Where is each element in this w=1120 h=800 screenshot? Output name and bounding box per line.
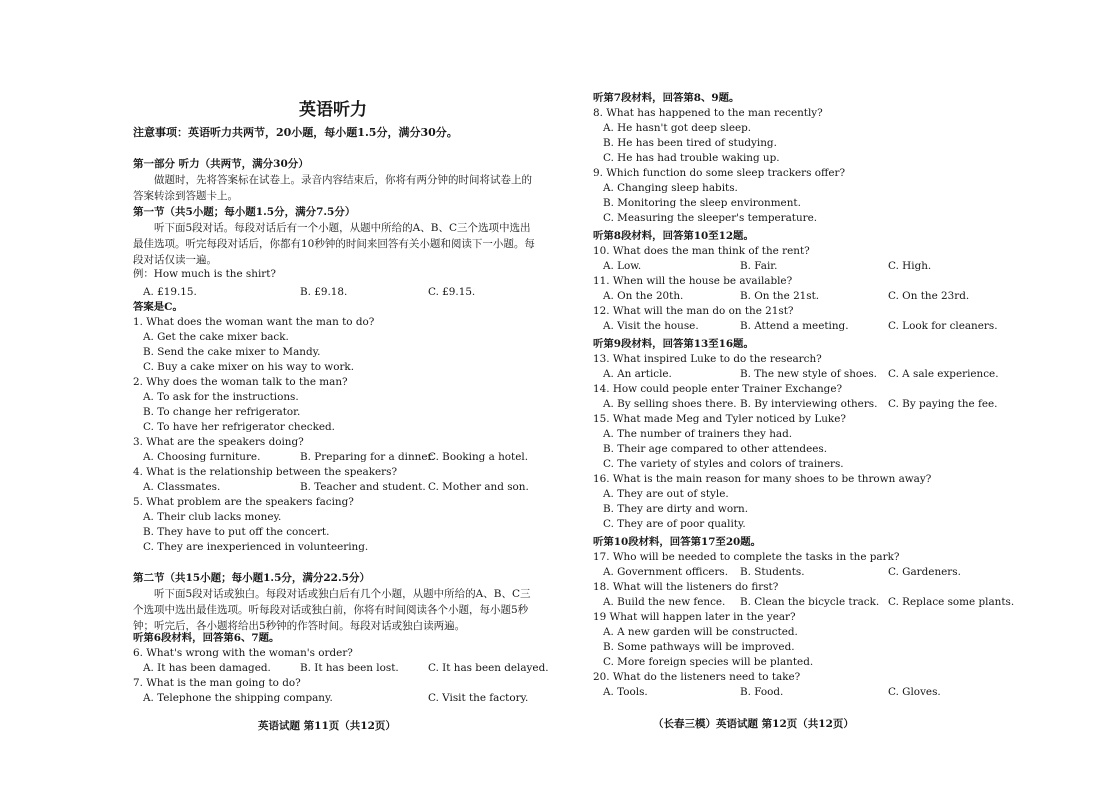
example-option-b: B. £9.18. (300, 286, 348, 298)
question-3: 3. What are the speakers doing? (133, 436, 304, 448)
q15-option-c: C. The variety of styles and colors of trainers. (603, 458, 844, 470)
section2-heading: 第二节（共15小题；每小题1.5分，满分22.5分） (133, 572, 370, 584)
material-7-heading: 听第7段材料，回答第8、9题。 (593, 92, 740, 104)
q7-option-a: A. Telephone the shipping company. (143, 692, 333, 704)
question-18: 18. What will the listeners do first? (593, 581, 779, 593)
q20-option-a: A. Tools. (603, 686, 648, 698)
part1-heading: 第一部分 听力（共两节，满分30分） (133, 158, 309, 170)
q16-option-b: B. They are dirty and worn. (603, 503, 749, 515)
q1-option-a: A. Get the cake mixer back. (143, 331, 289, 343)
question-14: 14. How could people enter Trainer Exchange? (593, 383, 843, 395)
q4-option-c: C. Mother and son. (428, 481, 529, 493)
material-8-heading: 听第8段材料，回答第10至12题。 (593, 230, 754, 242)
q11-option-c: C. On the 23rd. (888, 290, 970, 302)
q4-options (133, 480, 543, 495)
q10-option-a: A. Low. (603, 260, 642, 272)
q13-option-b: B. The new style of shoes. (740, 368, 877, 380)
q8-option-a: A. He hasn't got deep sleep. (603, 122, 752, 134)
q5-option-b: B. They have to put off the concert. (143, 526, 330, 538)
q11-options (593, 289, 1013, 304)
q14-options (593, 397, 1013, 412)
q15-option-a: A. The number of trainers they had. (603, 428, 793, 440)
q14-option-c: C. By paying the fee. (888, 398, 998, 410)
q7-option-c: C. Visit the factory. (428, 692, 529, 704)
q10-option-c: C. High. (888, 260, 932, 272)
q20-option-c: C. Gloves. (888, 686, 941, 698)
question-15: 15. What made Meg and Tyler noticed by Luke? (593, 413, 846, 425)
example-option-a: A. £19.15. (143, 286, 197, 298)
q20-options (593, 685, 1013, 700)
part1-block (133, 156, 538, 268)
q18-option-b: B. Clean the bicycle track. (740, 596, 880, 608)
section1-questions (133, 267, 543, 555)
q3-options (133, 450, 543, 465)
q12-option-a: A. Visit the house. (603, 320, 699, 332)
example-option-c: C. £9.15. (428, 286, 476, 298)
q12-option-c: C. Look for cleaners. (888, 320, 998, 332)
q19-option-b: B. Some pathways will be improved. (603, 641, 795, 653)
q4-option-b: B. Teacher and student. (300, 481, 426, 493)
q3-option-c: C. Booking a hotel. (428, 451, 528, 463)
q9-option-c: C. Measuring the sleeper's temperature. (603, 212, 818, 224)
material-9-heading: 听第9段材料，回答第13至16题。 (593, 338, 754, 350)
q11-option-a: A. On the 20th. (603, 290, 684, 302)
question-1: 1. What does the woman want the man to do? (133, 316, 375, 328)
q7-options (133, 691, 543, 706)
section1-heading: 第一节（共5小题；每小题1.5分，满分7.5分） (133, 206, 356, 218)
question-7: 7. What is the man going to do? (133, 677, 301, 689)
q9-option-a: A. Changing sleep habits. (603, 182, 738, 194)
q6-option-b: B. It has been lost. (300, 662, 399, 674)
q12-options (593, 319, 1013, 334)
question-10: 10. What does the man think of the rent? (593, 245, 810, 257)
q4-option-a: A. Classmates. (143, 481, 221, 493)
q20-option-b: B. Food. (740, 686, 784, 698)
q16-option-a: A. They are out of style. (603, 488, 729, 500)
q18-option-a: A. Build the new fence. (603, 596, 726, 608)
question-13: 13. What inspired Luke to do the research? (593, 353, 822, 365)
q6-option-c: C. It has been delayed. (428, 662, 549, 674)
section2-questions-left (133, 631, 549, 706)
material-6-heading: 听第6段材料，回答第6、7题。 (133, 632, 280, 644)
q2-option-c: C. To have her refrigerator checked. (143, 421, 335, 433)
q5-option-a: A. Their club lacks money. (143, 511, 282, 523)
q2-option-a: A. To ask for the instructions. (143, 391, 299, 403)
section2-block (133, 570, 538, 634)
q13-option-a: A. An article. (603, 368, 672, 380)
question-17: 17. Who will be needed to complete the tasks in the park? (593, 551, 900, 563)
q15-option-b: B. Their age compared to other attendees. (603, 443, 827, 455)
q1-option-c: C. Buy a cake mixer on his way to work. (143, 361, 355, 373)
right-questions (593, 91, 1013, 700)
question-16: 16. What is the main reason for many shoes to be thrown away? (593, 473, 932, 485)
question-19: 19 What will happen later in the year? (593, 611, 796, 623)
q6-option-a: A. It has been damaged. (143, 662, 271, 674)
q10-options (593, 259, 1013, 274)
q8-option-b: B. He has been tired of studying. (603, 137, 777, 149)
q19-option-c: C. More foreign species will be planted. (603, 656, 814, 668)
q18-option-c: C. Replace some plants. (888, 596, 1015, 608)
q17-options (593, 565, 1013, 580)
material-10-heading: 听第10段材料，回答第17至20题。 (593, 536, 762, 548)
page-footer-11: 英语试题 第11页（共12页） (258, 720, 396, 732)
q9-option-b: B. Monitoring the sleep environment. (603, 197, 801, 209)
q12-option-b: B. Attend a meeting. (740, 320, 849, 332)
example-answer: 答案是C。 (133, 301, 183, 313)
q17-option-c: C. Gardeners. (888, 566, 961, 578)
section1-instructions: 听下面5段对话。每段对话后有一个小题，从题中所给的A、B、C三个选项中选出最佳选项。听完每段对话后，你都有10秒钟的时间来回答有关小题和阅读下一小题。每段对话仅读一遍。 (133, 222, 535, 266)
q1-option-b: B. Send the cake mixer to Mandy. (143, 346, 321, 358)
q11-option-b: B. On the 21st. (740, 290, 820, 302)
q16-option-c: C. They are of poor quality. (603, 518, 746, 530)
question-12: 12. What will the man do on the 21st? (593, 305, 794, 317)
q14-option-a: A. By selling shoes there. (603, 398, 737, 410)
q17-option-b: B. Students. (740, 566, 805, 578)
q3-option-a: A. Choosing furniture. (143, 451, 261, 463)
section2-instructions: 听下面5段对话或独白。每段对话或独白后有几个小题，从题中所给的A、B、C三个选项中选出最佳选项。听每段对话或独白前，你将有时间阅读各个小题，每小题5秒钟；听完后，各小题将给出5秒钟的作答时间。每段对话或独白读两遍。 (133, 588, 531, 632)
question-4: 4. What is the relationship between the speakers? (133, 466, 398, 478)
question-20: 20. What do the listeners need to take? (593, 671, 801, 683)
q13-options (593, 367, 1013, 382)
page-title: 英语听力 (299, 100, 367, 120)
example-options (133, 285, 543, 300)
q10-option-b: B. Fair. (740, 260, 778, 272)
q3-option-b: B. Preparing for a dinner. (300, 451, 435, 463)
q17-option-a: A. Government officers. (603, 566, 729, 578)
q8-option-c: C. He has had trouble waking up. (603, 152, 780, 164)
question-9: 9. Which function do some sleep trackers offer? (593, 167, 846, 179)
q14-option-b: B. By interviewing others. (740, 398, 878, 410)
example-question: 例：How much is the shirt? (133, 268, 276, 280)
part1-instructions: 做题时，先将答案标在试卷上。录音内容结束后，你将有两分钟的时间将试卷上的答案转涂到答题卡上。 (133, 174, 532, 202)
q18-options (593, 595, 1013, 610)
page-footer-12: （长春三模）英语试题 第12页（共12页） (653, 718, 854, 730)
q6-options (133, 661, 549, 676)
exam-note: 注意事项：英语听力共两节，20小题，每小题1.5分，满分30分。 (133, 126, 458, 139)
question-2: 2. Why does the woman talk to the man? (133, 376, 348, 388)
question-11: 11. When will the house be available? (593, 275, 793, 287)
question-8: 8. What has happened to the man recently? (593, 107, 823, 119)
question-6: 6. What's wrong with the woman's order? (133, 647, 353, 659)
q13-option-c: C. A sale experience. (888, 368, 999, 380)
q2-option-b: B. To change her refrigerator. (143, 406, 301, 418)
question-5: 5. What problem are the speakers facing? (133, 496, 354, 508)
page-12 (560, 0, 1120, 800)
q5-option-c: C. They are inexperienced in volunteering. (143, 541, 369, 553)
q19-option-a: A. A new garden will be constructed. (603, 626, 798, 638)
